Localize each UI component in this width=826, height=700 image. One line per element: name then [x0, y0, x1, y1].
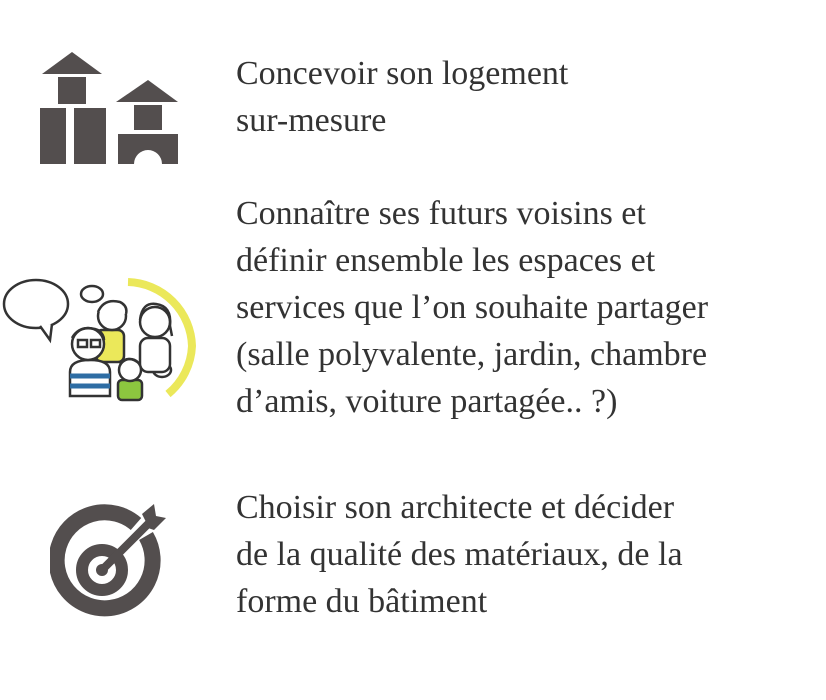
text-line: forme du bâtiment — [236, 583, 488, 620]
text-line: Concevoir son logement — [236, 55, 569, 92]
text-line: de la qualité des matériaux, de la — [236, 536, 683, 573]
building-blocks-icon — [36, 50, 178, 166]
text-line: services que l’on souhaite partager — [236, 289, 709, 326]
feature-item-neighbors — [0, 180, 826, 440]
text-line: d’amis, voiture partagée.. ?) — [236, 383, 618, 420]
text-line: Connaître ses futurs voisins et — [236, 195, 646, 232]
neighbors-group-icon — [0, 276, 200, 408]
target-arrow-icon — [50, 500, 168, 618]
feature-text-architect — [236, 484, 683, 625]
text-line: Choisir son architecte et décider — [236, 489, 675, 526]
text-line: définir ensemble les espaces et — [236, 242, 656, 279]
feature-text-neighbors — [236, 190, 708, 425]
feature-item-design — [0, 0, 826, 180]
text-line: (salle polyvalente, jardin, chambre — [236, 336, 708, 373]
feature-text-design — [236, 50, 568, 144]
feature-item-architect — [0, 470, 826, 650]
text-line: sur-mesure — [236, 102, 387, 139]
